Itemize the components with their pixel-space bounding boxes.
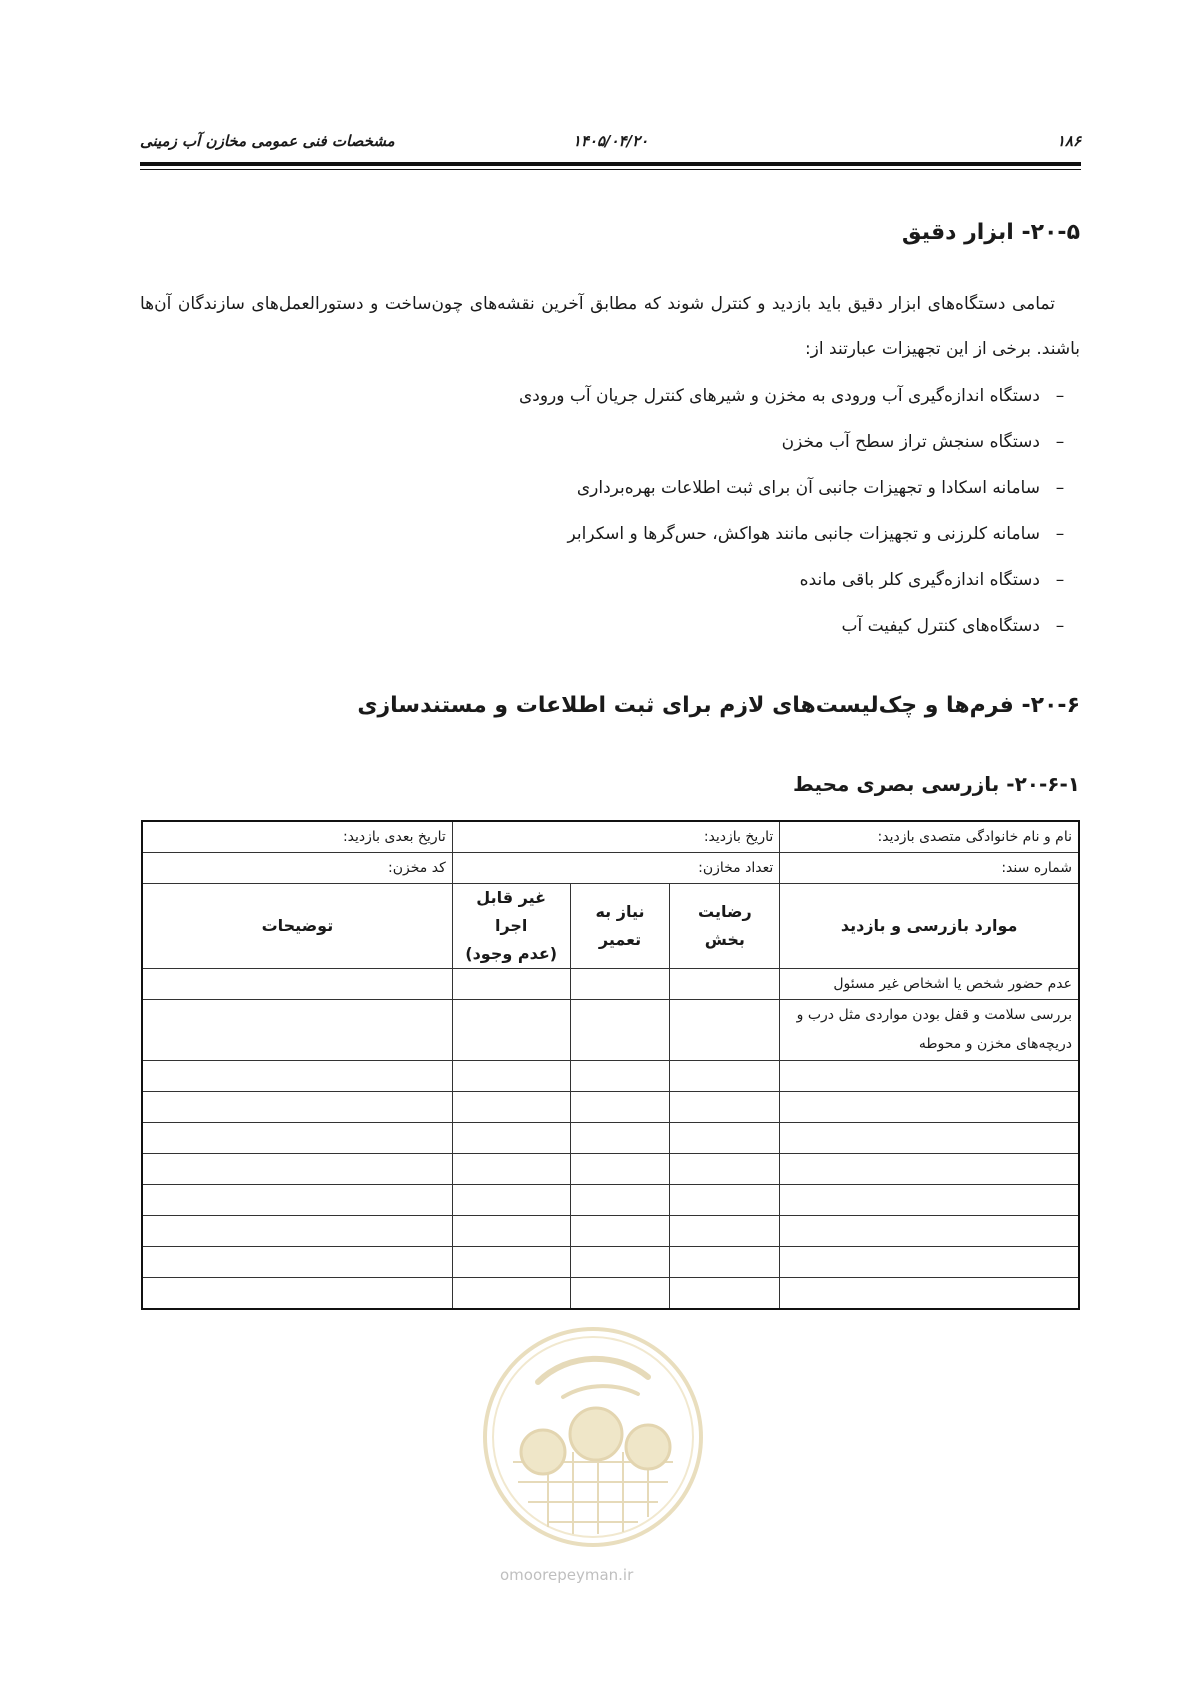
inspection-item: بررسی سلامت و قفل بودن مواردی مثل درب و دریچه‌های مخزن و محوطه — [780, 1000, 1079, 1061]
table-row — [142, 1061, 1079, 1092]
inspection-item: عدم حضور شخص یا اشخاص غیر مسئول — [780, 969, 1079, 1000]
list-item: –دستگاه‌های کنترل کیفیت آب — [180, 603, 1080, 649]
inspection-item[interactable] — [780, 1154, 1079, 1185]
satisfactory-cell[interactable] — [670, 1123, 780, 1154]
notes-cell[interactable] — [142, 1216, 452, 1247]
not-applicable-cell[interactable] — [452, 1247, 570, 1278]
repair-cell[interactable] — [570, 1061, 670, 1092]
list-item: –سامانه اسکادا و تجهیزات جانبی آن برای ثبت اطلاعات بهره‌برداری — [180, 465, 1080, 511]
column-header-items: موارد بازرسی و بازدید — [780, 884, 1079, 969]
not-applicable-cell[interactable] — [452, 1185, 570, 1216]
notes-cell[interactable] — [142, 1000, 452, 1061]
inspection-checklist-table — [141, 820, 1080, 1310]
header-rule-thick — [140, 162, 1081, 166]
notes-cell[interactable] — [142, 1247, 452, 1278]
list-item: –دستگاه اندازه‌گیری آب ورودی به مخزن و شیرهای کنترل جریان آب ورودی — [180, 373, 1080, 419]
visit-date-field[interactable]: تاریخ بازدید: — [452, 821, 779, 853]
list-item: –دستگاه اندازه‌گیری کلر باقی مانده — [180, 557, 1080, 603]
bullet-dash: – — [1055, 432, 1065, 452]
table-row — [142, 1247, 1079, 1278]
list-item: –سامانه کلرزنی و تجهیزات جانبی مانند هواکش، حس‌گرها و اسکرابر — [180, 511, 1080, 557]
header-date: ۱۴۰۵/۰۴/۲۰ — [572, 132, 649, 150]
column-header-needs-repair: نیاز به تعمیر — [570, 884, 670, 969]
notes-cell[interactable] — [142, 1185, 452, 1216]
info-row — [142, 853, 1079, 884]
table-row — [142, 1000, 1079, 1061]
repair-cell[interactable] — [570, 1185, 670, 1216]
bullet-dash: – — [1055, 478, 1065, 498]
satisfactory-cell[interactable] — [670, 1092, 780, 1123]
satisfactory-cell[interactable] — [670, 1000, 780, 1061]
page-number: ۱۸۶ — [1056, 132, 1081, 150]
bullet-dash: – — [1055, 386, 1065, 406]
table-row — [142, 1123, 1079, 1154]
inspection-item[interactable] — [780, 1123, 1079, 1154]
document-number-field[interactable]: شماره سند: — [780, 853, 1079, 884]
tank-code-field[interactable]: کد مخزن: — [142, 853, 452, 884]
equipment-list — [180, 373, 1080, 649]
repair-cell[interactable] — [570, 1278, 670, 1310]
table-row — [142, 1216, 1079, 1247]
satisfactory-cell[interactable] — [670, 1154, 780, 1185]
watermark-site: omoorepeyman.ir — [500, 1566, 634, 1584]
repair-cell[interactable] — [570, 1092, 670, 1123]
header-title: مشخصات فنی عمومی مخازن آب زمینی — [140, 132, 395, 150]
satisfactory-cell[interactable] — [670, 1278, 780, 1310]
inspector-name-field[interactable]: نام و نام خانوادگی متصدی بازدید: — [780, 821, 1079, 853]
repair-cell[interactable] — [570, 1247, 670, 1278]
inspection-item[interactable] — [780, 1092, 1079, 1123]
notes-cell[interactable] — [142, 1278, 452, 1310]
table-row — [142, 1278, 1079, 1310]
page-header — [140, 128, 1081, 156]
repair-cell[interactable] — [570, 1123, 670, 1154]
satisfactory-cell[interactable] — [670, 1061, 780, 1092]
table-row — [142, 1092, 1079, 1123]
satisfactory-cell[interactable] — [670, 1185, 780, 1216]
satisfactory-cell[interactable] — [670, 969, 780, 1000]
not-applicable-cell[interactable] — [452, 1092, 570, 1123]
column-header-satisfactory: رضایت بخش — [670, 884, 780, 969]
notes-cell[interactable] — [142, 1061, 452, 1092]
table-row — [142, 1185, 1079, 1216]
not-applicable-cell[interactable] — [452, 1123, 570, 1154]
notes-cell[interactable] — [142, 1092, 452, 1123]
not-applicable-cell[interactable] — [452, 1061, 570, 1092]
header-rule-thin — [140, 169, 1081, 170]
repair-cell[interactable] — [570, 1216, 670, 1247]
repair-cell[interactable] — [570, 1154, 670, 1185]
not-applicable-cell[interactable] — [452, 1154, 570, 1185]
repair-cell[interactable] — [570, 969, 670, 1000]
satisfactory-cell[interactable] — [670, 1247, 780, 1278]
bullet-dash: – — [1055, 616, 1065, 636]
not-applicable-cell[interactable] — [452, 969, 570, 1000]
not-applicable-cell[interactable] — [452, 1278, 570, 1310]
bullet-dash: – — [1055, 570, 1065, 590]
notes-cell[interactable] — [142, 969, 452, 1000]
repair-cell[interactable] — [570, 1000, 670, 1061]
tank-count-field[interactable]: تعداد مخازن: — [452, 853, 779, 884]
inspection-item[interactable] — [780, 1216, 1079, 1247]
list-item: –دستگاه سنجش تراز سطح آب مخزن — [180, 419, 1080, 465]
subsection-heading: ۲۰-۶-۱- بازرسی بصری محیط — [793, 772, 1080, 796]
table-row — [142, 1154, 1079, 1185]
table-row — [142, 969, 1079, 1000]
notes-cell[interactable] — [142, 1123, 452, 1154]
section-heading-instrumentation: ۲۰-۵- ابزار دقیق — [901, 220, 1080, 245]
info-row — [142, 821, 1079, 853]
bullet-dash: – — [1055, 524, 1065, 544]
column-header-not-applicable: غیر قابل اجرا (عدم وجود) — [452, 884, 570, 969]
inspection-item[interactable] — [780, 1185, 1079, 1216]
table-header-row — [142, 884, 1079, 969]
not-applicable-cell[interactable] — [452, 1000, 570, 1061]
not-applicable-cell[interactable] — [452, 1216, 570, 1247]
inspection-item[interactable] — [780, 1061, 1079, 1092]
column-header-notes: توضیحات — [142, 884, 452, 969]
satisfactory-cell[interactable] — [670, 1216, 780, 1247]
section-paragraph: تمامی دستگاه‌های ابزار دقیق باید بازدید و کنترل شوند که مطابق آخرین نقشه‌های چون‌ساخت و دستورالعمل‌های سازندگان آن‌ها باشند. برخی از این تجهیزات عبارتند از: — [140, 294, 1080, 359]
next-visit-date-field[interactable]: تاریخ بعدی بازدید: — [142, 821, 452, 853]
section-heading-forms: ۲۰-۶- فرم‌ها و چک‌لیست‌های لازم برای ثبت اطلاعات و مستندسازی — [357, 693, 1080, 718]
notes-cell[interactable] — [142, 1154, 452, 1185]
watermark-logo — [478, 1322, 708, 1562]
inspection-item[interactable] — [780, 1278, 1079, 1310]
inspection-item[interactable] — [780, 1247, 1079, 1278]
